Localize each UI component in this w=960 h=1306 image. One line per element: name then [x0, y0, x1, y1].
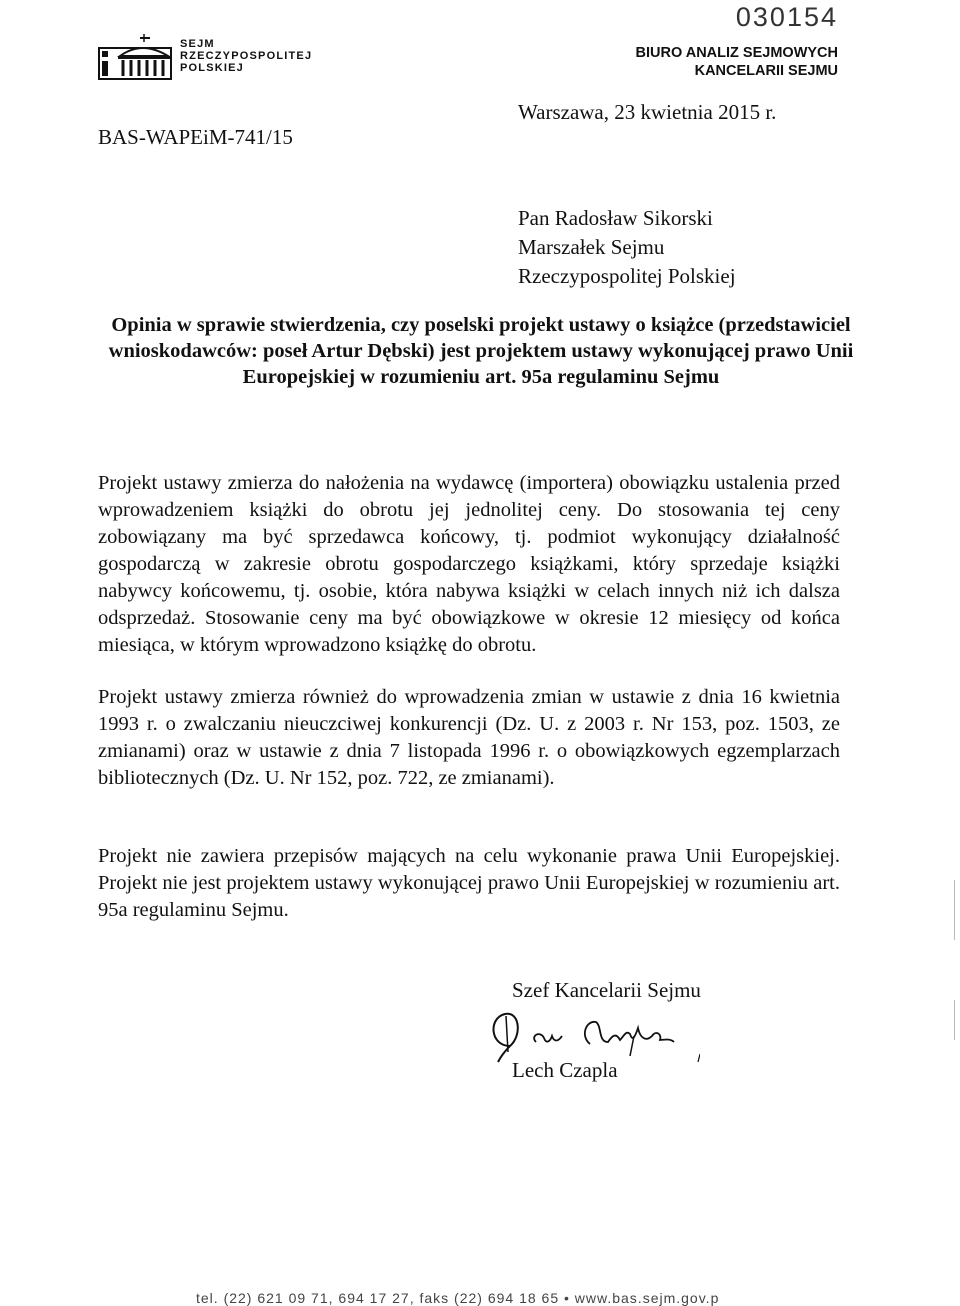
body-paragraph: Projekt ustawy zmierza również do wprowadzenia zmian w ustawie z dnia 16 kwietnia 1993 r. o zwalczaniu nieuczciwej konkurencji (Dz. U. z 2003 r. Nr 153, poz. 1503, ze zmianami) oraz w ustawie z dnia 7 listopada 1996 r. o obowiązkowych egzemplarzach bibliotecznych (Dz. U. Nr 152, poz. 722, ze zmianami). — [98, 686, 840, 789]
office-line: BIURO ANALIZ SEJMOWYCH — [635, 45, 838, 61]
logo-line: SEJM — [180, 38, 215, 50]
recipient-block — [518, 204, 736, 291]
opinion-title: Opinia w sprawie stwierdzenia, czy poselski projekt ustawy o książce (przedstawiciel wnioskodawców: poseł Artur Dębski) jest projektem ustawy wykonującej prawo Unii Europejskiej w rozumieniu art. 95a regulaminu Sejmu — [108, 314, 854, 388]
sejm-logo — [98, 34, 172, 80]
footer-contact: tel. (22) 621 09 71, 694 17 27, faks (22) 694 18 65 • www.bas.sejm.gov.p — [196, 1290, 720, 1306]
logo-line: POLSKIEJ — [180, 62, 245, 74]
sejm-building-icon — [98, 34, 172, 80]
signature-scribble-icon — [470, 1006, 700, 1064]
office-name — [636, 44, 838, 80]
recipient-line: Marszałek Sejmu — [518, 235, 665, 259]
letter-date: Warszawa, 23 kwietnia 2015 r. — [518, 100, 777, 124]
body-paragraph: Projekt ustawy zmierza do nałożenia na wydawcę (importera) obowiązku ustalenia przed wprowadzeniem książki do obrotu jej jednolitej ceny. Do stosowania tej ceny zobowiązany ma być sprzedawca końcowy, tj. podmiot wykonujący działalność gospodarczą w zakresie obrotu gospodarczego książkami, który sprzedaje książki nabywcy końcowemu, tj. osobie, która nabywa książki w celach innych niż ich dalsza odsprzedaż. Stosowanie ceny ma być obowiązkowe w okresie 12 miesięcy od końca miesiąca, w którym wprowadzono książkę do obrotu. — [98, 472, 840, 656]
body-paragraph: Projekt nie zawiera przepisów mających na celu wykonanie prawa Unii Europejskiej. Projekt nie jest projektem ustawy wykonującej prawo Unii Europejskiej w rozumieniu art. 95a regulaminu Sejmu. — [98, 845, 840, 921]
signatory-title: Szef Kancelarii Sejmu — [512, 978, 701, 1002]
scan-edge-line — [954, 880, 955, 940]
office-line: KANCELARII SEJMU — [694, 63, 838, 79]
recipient-line: Rzeczypospolitej Polskiej — [518, 264, 736, 288]
document-number: 030154 — [735, 2, 838, 32]
recipient-line: Pan Radosław Sikorski — [518, 206, 713, 230]
logo-line: RZECZYPOSPOLITEJ — [180, 50, 313, 62]
logo-text — [180, 38, 312, 74]
scan-edge-line — [954, 1000, 955, 1040]
signatory-name: Lech Czapla — [512, 1058, 618, 1082]
reference-number: BAS-WAPEiM-741/15 — [98, 125, 293, 149]
handwritten-signature — [470, 1006, 700, 1064]
